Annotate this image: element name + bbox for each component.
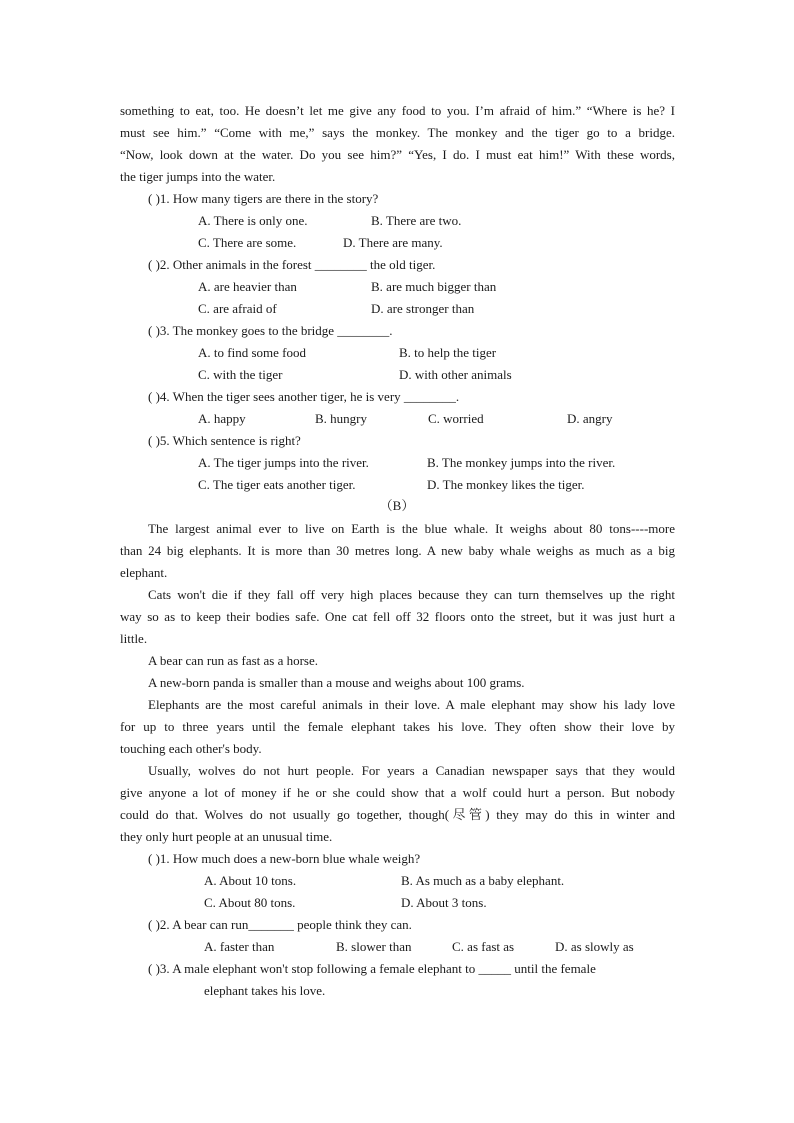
option: A. are heavier than	[198, 279, 297, 294]
question-b1: ( )1. How much does a new-born blue whale weigh?	[148, 851, 421, 866]
option: B. hungry	[315, 411, 367, 426]
option: C. About 80 tons.	[204, 895, 296, 910]
question-a2: ( )2. Other animals in the forest ________ the old tiger.	[148, 257, 436, 272]
passage-b-line: The largest animal ever to live on Earth is the blue whale. It weighs about 80 tons----more	[148, 521, 675, 536]
option: D. The monkey likes the tiger.	[427, 477, 585, 492]
passage-b-line: A bear can run as fast as a horse.	[148, 653, 319, 668]
option: D. There are many.	[343, 235, 443, 250]
passage-b-line: way so as to keep their bodies safe. One cat fell off 32 floors onto the street, but it was just hurt a	[120, 609, 675, 624]
option: C. with the tiger	[198, 367, 283, 382]
option: B. slower than	[336, 939, 412, 954]
question-a5: ( )5. Which sentence is right?	[148, 433, 301, 448]
option: C. are afraid of	[198, 301, 277, 316]
passage-b-line: give anyone a lot of money if he or she could show that a wolf could hurt a person. But nobody	[120, 785, 675, 800]
passage-a-line: something to eat, too. He doesn’t let me give any food to you. I’m afraid of him.” “Where is he? I	[120, 103, 675, 118]
option: B. The monkey jumps into the river.	[427, 455, 616, 470]
option: C. The tiger eats another tiger.	[198, 477, 356, 492]
question-b3: ( )3. A male elephant won't stop following a female elephant to _____ until the female	[148, 961, 596, 976]
option: A. to find some food	[198, 345, 306, 360]
question-a1: ( )1. How many tigers are there in the story?	[148, 191, 379, 206]
passage-b-line: Cats won't die if they fall off very high places because they can turn themselves up the right	[148, 587, 675, 602]
passage-a-line: the tiger jumps into the water.	[120, 169, 276, 184]
section-b-heading: （B）	[379, 498, 415, 513]
option: C. There are some.	[198, 235, 297, 250]
option: A. The tiger jumps into the river.	[198, 455, 369, 470]
passage-b-line: Usually, wolves do not hurt people. For years a Canadian newspaper says that they would	[148, 763, 675, 778]
option: D. as slowly as	[555, 939, 634, 954]
option: D. with other animals	[399, 367, 512, 382]
option: A. happy	[198, 411, 246, 426]
passage-b-line: A new-born panda is smaller than a mouse and weighs about 100 grams.	[148, 675, 525, 690]
option: A. There is only one.	[198, 213, 308, 228]
passage-b-line: they only hurt people at an unusual time.	[120, 829, 333, 844]
passage-b-line: could do that. Wolves do not usually go together, though(尽管) they may do this in winter and	[120, 807, 675, 822]
passage-a-line: must see him.” “Come with me,” says the monkey. The monkey and the tiger go to a bridge.	[120, 125, 675, 140]
passage-b-line: for up to three years until the female elephant takes his love. They often show their love by	[120, 719, 675, 734]
passage-b-line: touching each other's body.	[120, 741, 262, 756]
option: A. faster than	[204, 939, 275, 954]
option: B. As much as a baby elephant.	[401, 873, 565, 888]
passage-b-line: little.	[120, 631, 148, 646]
question-b2: ( )2. A bear can run_______ people think they can.	[148, 917, 412, 932]
passage-a-line: “Now, look down at the water. Do you see him?” “Yes, I do. I must eat him!” With these words,	[120, 147, 675, 162]
question-b3-continuation: elephant takes his love.	[204, 983, 326, 998]
option: B. to help the tiger	[399, 345, 497, 360]
passage-b-line: Elephants are the most careful animals in their love. A male elephant may show his lady love	[148, 697, 675, 712]
option: D. About 3 tons.	[401, 895, 487, 910]
option: C. as fast as	[452, 939, 515, 954]
option: A. About 10 tons.	[204, 873, 297, 888]
passage-b-line: elephant.	[120, 565, 168, 580]
option: B. are much bigger than	[371, 279, 497, 294]
question-a3: ( )3. The monkey goes to the bridge ________.	[148, 323, 393, 338]
question-a4: ( )4. When the tiger sees another tiger, he is very ________.	[148, 389, 460, 404]
option: C. worried	[428, 411, 484, 426]
option: D. are stronger than	[371, 301, 475, 316]
option: B. There are two.	[371, 213, 462, 228]
passage-b-line: than 24 big elephants. It is more than 30 metres long. A new baby whale weighs as much as a big	[120, 543, 675, 558]
option: D. angry	[567, 411, 613, 426]
